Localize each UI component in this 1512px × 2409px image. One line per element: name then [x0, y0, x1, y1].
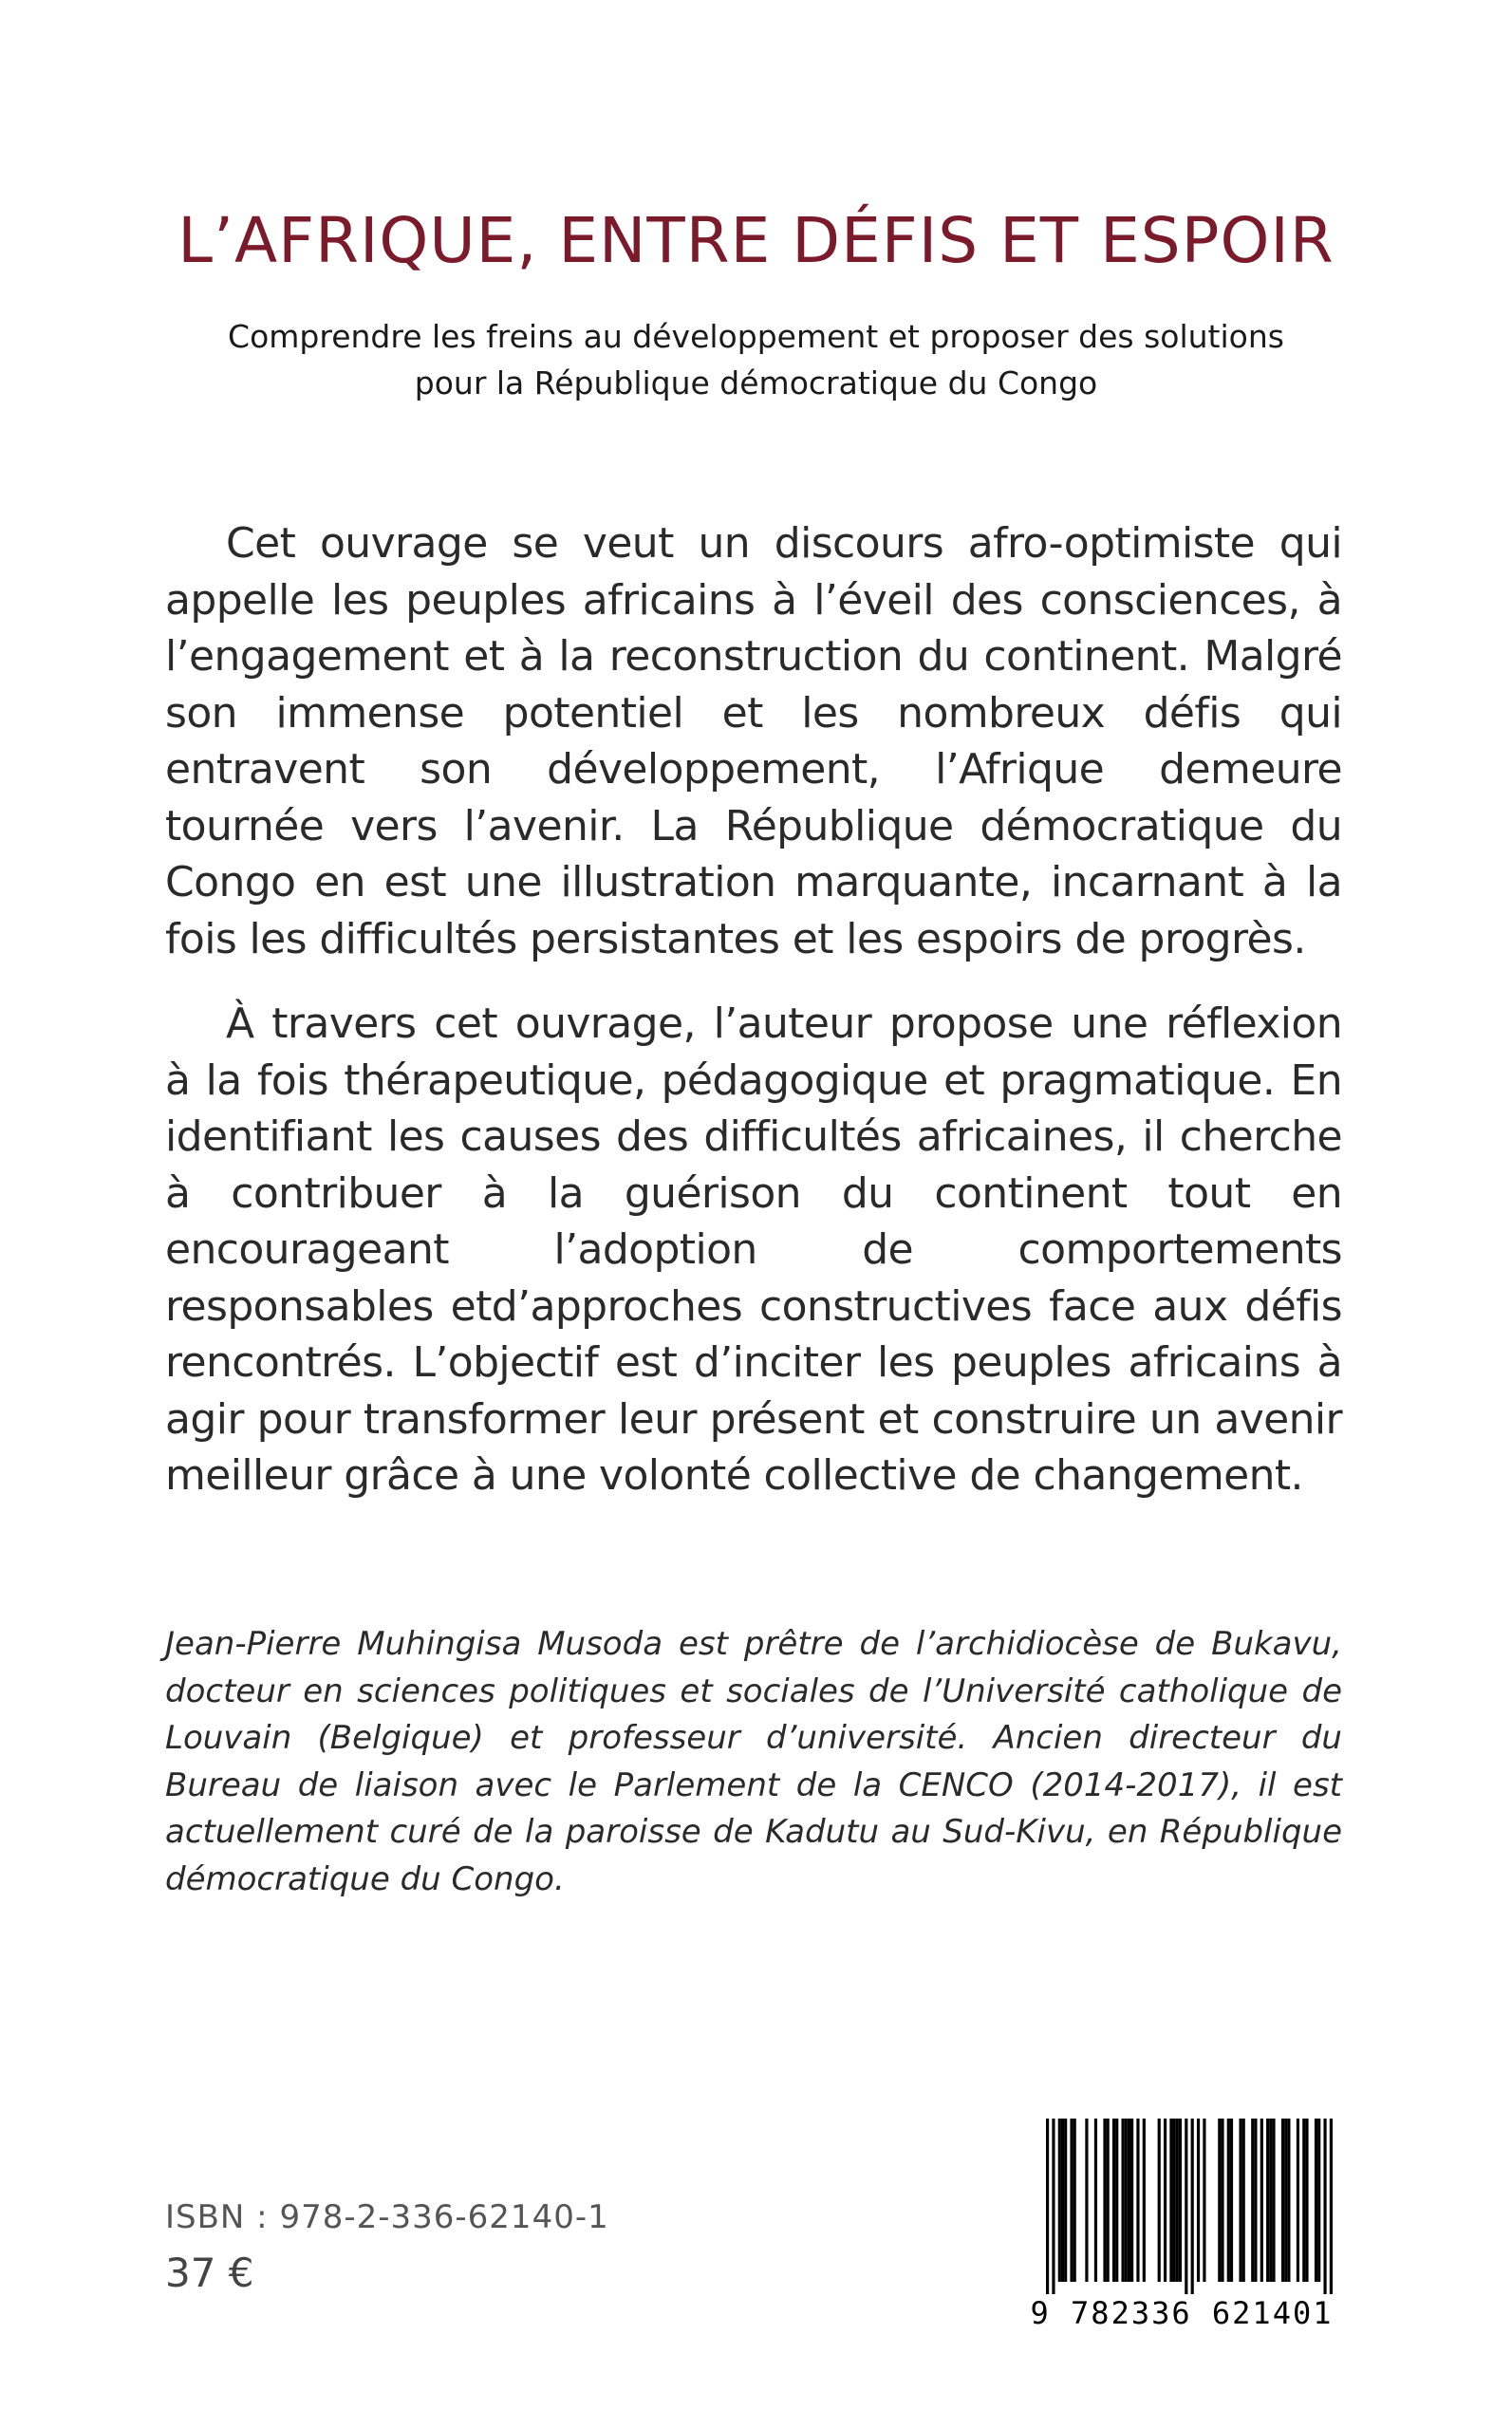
barcode-bar: [1130, 2119, 1133, 2282]
barcode-bar: [1128, 2119, 1130, 2282]
barcode-bar: [1323, 2119, 1326, 2294]
barcode-bar: [1169, 2119, 1172, 2282]
barcode-bar: [1094, 2119, 1097, 2282]
author-bio: [165, 1621, 1342, 1903]
barcode-bar: [1239, 2119, 1241, 2282]
barcode-bar: [1112, 2119, 1115, 2282]
barcode-bar: [1315, 2119, 1317, 2282]
summary-paragraph-1: Cet ouvrage se veut un discours afro-optimiste qui appelle les peuples africains à l’éveil des consciences, à l’engagement et à la reconstruction du continent. Malgré son immense potentiel et les nombreux défis qui entravent son développement, l’Afrique demeure tournée vers l’avenir. La République démocratique du Congo en est une illustration marquante, incarnant à la fois les difficultés persistantes et les espoirs de progrès.: [165, 519, 1342, 963]
barcode-bar: [1260, 2119, 1263, 2282]
barcode-bar: [1269, 2119, 1272, 2282]
barcode-bar: [1230, 2119, 1233, 2282]
barcode-bar: [1103, 2119, 1106, 2282]
barcode-bar: [1281, 2119, 1284, 2282]
barcode-bar: [1251, 2119, 1254, 2282]
barcode-bar: [1317, 2119, 1320, 2282]
isbn-label: ISBN : 978-2-336-62140-1: [165, 2198, 609, 2236]
barcode-bar: [1164, 2119, 1167, 2282]
barcode-bar: [1070, 2119, 1073, 2282]
barcode-bars: [1025, 2119, 1338, 2294]
subtitle-line-1: Comprendre les freins au développement et proposer des solutions: [228, 318, 1284, 355]
barcode-bar: [1173, 2119, 1176, 2282]
barcode-bar: [1073, 2119, 1076, 2282]
subtitle-line-2: pour la République démocratique du Congo: [414, 364, 1098, 402]
barcode-bar: [1125, 2119, 1128, 2282]
barcode-bar: [1227, 2119, 1230, 2282]
barcode-bar: [1115, 2119, 1118, 2282]
barcode-bar: [1221, 2119, 1223, 2282]
book-summary: [165, 515, 1342, 1504]
barcode-bar: [1305, 2119, 1308, 2282]
author-name: Jean-Pierre Muhingisa Musoda: [165, 1625, 663, 1663]
price-label: 37 €: [165, 2250, 254, 2296]
barcode-bar: [1061, 2119, 1064, 2282]
barcode-bar: [1046, 2119, 1049, 2294]
summary-paragraph-2: À travers cet ouvrage, l’auteur propose une réflexion à la fois thérapeutique, pédagogique et pragmatique. En identifiant les causes des difficultés africaines, il cherche à contribuer à la guérison du continent tout en encourageant l’adoption de comportements responsables etd’approches constructives face aux défis rencontrés. L’objectif est d’inciter les peuples africains à agir pour transformer leur présent et construire un avenir meilleur grâce à une volonté collective de changement.: [165, 999, 1342, 1500]
barcode-bar: [1136, 2119, 1139, 2282]
barcode-bar: [1297, 2119, 1299, 2282]
barcode-bar: [1058, 2119, 1061, 2282]
barcode: [1025, 2119, 1338, 2331]
barcode-bar: [1203, 2119, 1205, 2282]
barcode-bar: [1218, 2119, 1221, 2282]
barcode-bar: [1284, 2119, 1287, 2282]
barcode-bar: [1242, 2119, 1245, 2282]
barcode-bar: [1158, 2119, 1161, 2282]
barcode-bar: [1302, 2119, 1305, 2282]
barcode-bar: [1052, 2119, 1055, 2294]
book-title: L’AFRIQUE, ENTRE DÉFIS ET ESPOIR: [177, 204, 1335, 277]
author-bio-text: est prêtre de l’archidiocèse de Bukavu, docteur en sciences politiques et sociales de l’Université catholique de Louvain (Belgique) et professeur d’université. Ancien directeur du Bureau de liaison avec le Parlement de la CENCO (2014-2017), il est actuellement curé de la paroisse de Kadutu au Sud-Kivu, en République démocratique du Congo.: [165, 1625, 1342, 1898]
barcode-bar: [1266, 2119, 1269, 2282]
barcode-bar: [1179, 2119, 1182, 2282]
barcode-bar: [1330, 2119, 1333, 2294]
barcode-bar: [1197, 2119, 1200, 2282]
book-subtitle: [0, 313, 1512, 406]
barcode-bar: [1272, 2119, 1275, 2282]
barcode-bar: [1191, 2119, 1194, 2294]
barcode-bar: [1176, 2119, 1179, 2282]
barcode-digits: 9 782336 621401: [1030, 2295, 1334, 2331]
barcode-bar: [1143, 2119, 1146, 2282]
barcode-bar: [1287, 2119, 1290, 2282]
barcode-bar: [1121, 2119, 1124, 2282]
barcode-bar: [1085, 2119, 1088, 2282]
barcode-bar: [1254, 2119, 1257, 2282]
barcode-bar: [1064, 2119, 1067, 2282]
barcode-bar: [1185, 2119, 1187, 2294]
barcode-bar: [1107, 2119, 1110, 2282]
